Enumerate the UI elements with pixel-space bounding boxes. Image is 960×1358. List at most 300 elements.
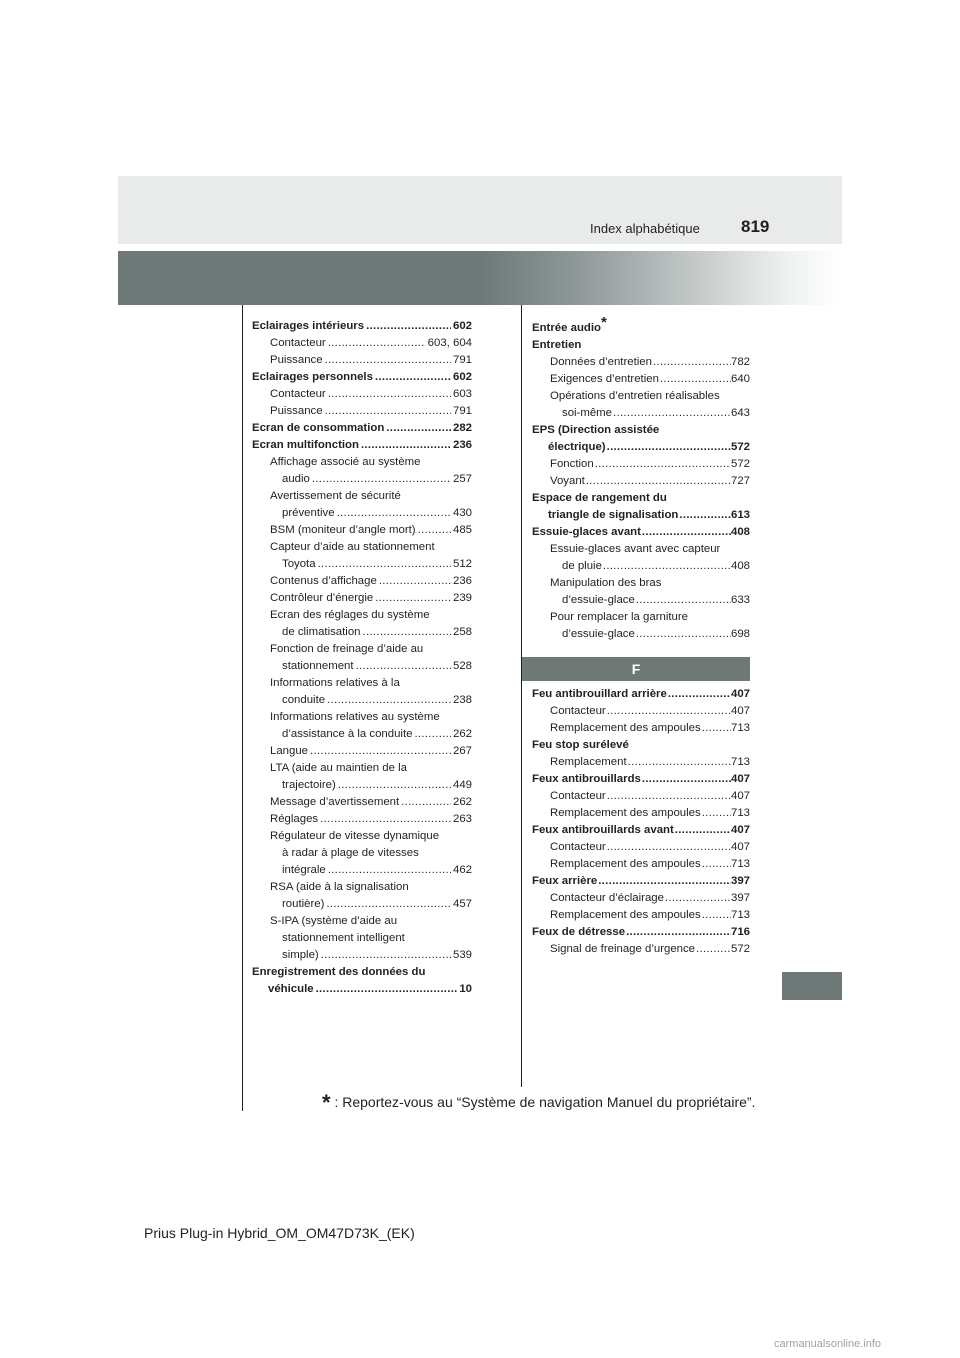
index-term: conduite (282, 694, 326, 706)
index-entry (532, 314, 750, 337)
index-term: d’essuie-glace (562, 594, 635, 606)
asterisk-icon: * (601, 314, 607, 331)
header-top-band (118, 176, 842, 244)
index-term: trajectoire) (282, 779, 336, 791)
index-term: Avertissement de sécurité (270, 490, 401, 502)
index-term: Affichage associé au système (270, 456, 421, 468)
page-reference: 727 (730, 475, 750, 487)
index-line (252, 573, 472, 590)
dot-leader (366, 318, 451, 335)
index-subentry (532, 354, 750, 371)
page-reference: 572 (730, 458, 750, 470)
index-line (532, 720, 750, 737)
index-term: Contrôleur d’énergie (270, 592, 374, 604)
page-reference: 262 (452, 796, 472, 808)
dot-leader (414, 726, 451, 743)
index-line (252, 369, 472, 386)
index-line (532, 558, 750, 575)
page-reference: 430 (452, 507, 472, 519)
page-reference: 238 (452, 694, 472, 706)
dot-leader (696, 941, 731, 958)
index-line (532, 354, 750, 371)
index-term: Feux antibrouillards (532, 773, 641, 785)
page-reference: 782 (730, 356, 750, 368)
dot-leader (598, 873, 731, 890)
page-reference: 10 (459, 983, 472, 995)
index-term: Ecran des réglages du système (270, 609, 430, 621)
footnote (322, 1087, 755, 1113)
index-line (252, 335, 472, 352)
index-subentry (532, 788, 750, 805)
page-reference: 698 (730, 628, 750, 640)
dot-leader (310, 743, 451, 760)
index-term: Remplacement des ampoules (550, 807, 701, 819)
index-term: Réglages (270, 813, 319, 825)
page-reference: 263 (452, 813, 472, 825)
page-reference: 407 (730, 688, 750, 700)
dot-leader (702, 805, 731, 822)
page-reference: 572 (730, 441, 750, 453)
index-line (532, 788, 750, 805)
page-reference: 262 (452, 728, 472, 740)
index-subentry (252, 641, 472, 675)
index-line (252, 420, 472, 437)
dot-leader (328, 862, 451, 879)
index-term: Remplacement des ampoules (550, 909, 701, 921)
index-subentry (532, 456, 750, 473)
index-term: soi-même (562, 407, 613, 419)
index-term: BSM (moniteur d’angle mort) (270, 524, 416, 536)
page-reference: 602 (452, 320, 472, 332)
index-entry (532, 771, 750, 788)
index-term: LTA (aide au maintien de la (270, 762, 407, 774)
page-reference: 539 (452, 949, 472, 961)
index-subentry (252, 403, 472, 420)
dot-leader (375, 369, 451, 386)
dot-leader (607, 703, 731, 720)
index-entry (532, 337, 750, 354)
index-term: Remplacement des ampoules (550, 722, 701, 734)
dot-leader (586, 473, 731, 490)
index-entry (532, 873, 750, 890)
dot-leader (642, 524, 731, 541)
dot-leader (675, 822, 731, 839)
footnote-text: : Reportez-vous au “Système de navigation Manuel du propriétaire”. (334, 1094, 756, 1110)
index-subentry (252, 828, 472, 879)
index-line (252, 624, 472, 641)
watermark: carmanualsonline.info (774, 1338, 882, 1350)
dot-leader (325, 403, 451, 420)
index-subentry (252, 335, 472, 352)
page-reference: 713 (730, 722, 750, 734)
page-reference: 239 (452, 592, 472, 604)
dot-leader (595, 456, 731, 473)
index-line (532, 754, 750, 771)
index-entry (252, 318, 472, 335)
page-reference: 512 (452, 558, 472, 570)
index-term: Pour remplacer la garniture (550, 611, 689, 623)
index-term: Contacteur d’éclairage (550, 892, 664, 904)
dot-leader (653, 354, 731, 371)
page-reference: 397 (730, 892, 750, 904)
index-line (532, 626, 750, 643)
dot-leader (361, 437, 451, 454)
index-subentry (252, 352, 472, 369)
index-subentry (252, 590, 472, 607)
index-line (252, 794, 472, 811)
page-reference: 257 (452, 473, 472, 485)
index-term: Langue (270, 745, 309, 757)
index-line (252, 386, 472, 403)
index-column-right-top (532, 314, 750, 643)
index-subentry (532, 754, 750, 771)
page-reference: 485 (452, 524, 472, 536)
index-subentry (252, 454, 472, 488)
index-line (252, 726, 472, 743)
index-term: Espace de rangement du (532, 492, 667, 504)
index-term: de pluie (562, 560, 602, 572)
index-term: Informations relatives au système (270, 711, 440, 723)
index-term: Essuie-glaces avant (532, 526, 641, 538)
index-line (252, 352, 472, 369)
index-entry (252, 964, 472, 998)
index-term: Contacteur (550, 841, 606, 853)
index-line (532, 907, 750, 924)
dot-leader (328, 335, 426, 352)
page-reference: 236 (452, 439, 472, 451)
index-term: Contacteur (270, 337, 326, 349)
dot-leader (328, 386, 451, 403)
page-reference: 408 (730, 526, 750, 538)
dot-leader (418, 522, 451, 539)
page-reference: 613 (730, 509, 750, 521)
dot-leader (636, 626, 731, 643)
index-entry (532, 422, 750, 456)
index-term: Contacteur (550, 705, 606, 717)
dot-leader (363, 624, 451, 641)
index-entry (532, 686, 750, 703)
index-line (532, 890, 750, 907)
dot-leader (379, 573, 451, 590)
index-subentry (532, 371, 750, 388)
dot-leader (702, 856, 731, 873)
index-entry (532, 524, 750, 541)
index-term: Entretien (532, 339, 582, 351)
index-subentry (252, 811, 472, 828)
index-term: Eclairages personnels (252, 371, 373, 383)
index-term: Informations relatives à la (270, 677, 400, 689)
index-term: Signal de freinage d’urgence (550, 943, 696, 955)
dot-leader (613, 405, 731, 422)
footnote-asterisk: * (322, 1090, 331, 1115)
index-line (532, 703, 750, 720)
page-reference: 713 (730, 858, 750, 870)
dot-leader (668, 686, 731, 703)
index-term: S-IPA (système d’aide au (270, 915, 398, 927)
index-line (252, 437, 472, 454)
page-reference: 640 (730, 373, 750, 385)
index-subentry (252, 386, 472, 403)
page-reference: 528 (452, 660, 472, 672)
index-subentry (252, 488, 472, 522)
index-term: Feux arrière (532, 875, 598, 887)
document-footer: Prius Plug-in Hybrid_OM_OM47D73K_(EK) (144, 1225, 415, 1241)
page-reference: 397 (730, 875, 750, 887)
index-term: Toyota (282, 558, 316, 570)
dot-leader (337, 505, 451, 522)
index-subentry (532, 839, 750, 856)
index-line (252, 522, 472, 539)
index-term: routière) (282, 898, 325, 910)
index-term: Feux de détresse (532, 926, 626, 938)
index-term: Fonction de freinage d’aide au (270, 643, 424, 655)
dot-leader (603, 558, 731, 575)
page-reference: 407 (730, 824, 750, 836)
page-reference: 791 (452, 405, 472, 417)
index-subentry (252, 743, 472, 760)
index-line (252, 811, 472, 828)
index-subentry (252, 879, 472, 913)
index-line (252, 556, 472, 573)
index-subentry (532, 805, 750, 822)
index-line (532, 805, 750, 822)
index-subentry (532, 856, 750, 873)
index-term: Contacteur (270, 388, 326, 400)
index-term: Remplacement des ampoules (550, 858, 701, 870)
index-term: Données d’entretien (550, 356, 652, 368)
index-term: Eclairages intérieurs (252, 320, 365, 332)
index-term: Fonction (550, 458, 594, 470)
index-line (532, 507, 750, 524)
index-term: Contenus d’affichage (270, 575, 377, 587)
index-line (532, 439, 750, 456)
header-gradient-band (118, 251, 842, 305)
index-subentry (532, 473, 750, 490)
index-term: audio (282, 473, 310, 485)
dot-leader (338, 777, 451, 794)
page-reference: 713 (730, 807, 750, 819)
index-term: triangle de signalisation (548, 509, 679, 521)
page-reference: 282 (452, 422, 472, 434)
section-letter-bar: F (522, 657, 750, 681)
index-line (252, 692, 472, 709)
page-reference: 407 (730, 790, 750, 802)
index-line (252, 403, 472, 420)
index-entry (252, 369, 472, 386)
index-subentry (532, 609, 750, 643)
index-term: Puissance (270, 405, 323, 417)
index-line (252, 318, 472, 335)
index-subentry (252, 607, 472, 641)
index-column-right-bottom (532, 686, 750, 958)
index-subentry (532, 907, 750, 924)
page-reference: 633 (730, 594, 750, 606)
dot-leader (356, 658, 451, 675)
dot-leader (320, 811, 451, 828)
index-subentry (252, 675, 472, 709)
index-line (532, 592, 750, 609)
index-term: Voyant (550, 475, 585, 487)
page-reference: 716 (730, 926, 750, 938)
index-term-continuation: à radar à plage de vitesses (282, 847, 419, 859)
chapter-side-tab (782, 972, 842, 1000)
page-reference: 407 (730, 773, 750, 785)
index-term: Contacteur (550, 790, 606, 802)
index-line (532, 924, 750, 941)
dot-leader (321, 947, 451, 964)
index-term: EPS (Direction assistée (532, 424, 660, 436)
dot-leader (607, 788, 731, 805)
index-line (252, 505, 472, 522)
index-line (252, 471, 472, 488)
index-line (532, 873, 750, 890)
page-reference: 236 (452, 575, 472, 587)
index-term: Régulateur de vitesse dynamique (270, 830, 440, 842)
index-term: Feux antibrouillards avant (532, 824, 674, 836)
dot-leader (325, 352, 451, 369)
index-line (252, 658, 472, 675)
index-line (252, 777, 472, 794)
index-term: Opérations d’entretien réalisables (550, 390, 720, 402)
index-line (532, 524, 750, 541)
index-term: d’essuie-glace (562, 628, 635, 640)
index-subentry (532, 890, 750, 907)
dot-leader (665, 890, 731, 907)
index-subentry (252, 913, 472, 964)
index-term: Exigences d’entretien (550, 373, 659, 385)
page-reference: 408 (730, 560, 750, 572)
index-term: Essuie-glaces avant avec capteur (550, 543, 721, 555)
page-reference: 457 (452, 898, 472, 910)
index-line (532, 856, 750, 873)
page-reference: 603, 604 (427, 337, 472, 349)
index-subentry (252, 709, 472, 743)
index-subentry (532, 541, 750, 575)
dot-leader (375, 590, 451, 607)
index-line (532, 371, 750, 388)
index-subentry (252, 760, 472, 794)
dot-leader (318, 556, 451, 573)
column-divider-rule (521, 305, 522, 1087)
index-subentry (252, 522, 472, 539)
index-term: véhicule (268, 983, 314, 995)
index-term: Feu stop surélevé (532, 739, 629, 751)
dot-leader (607, 439, 731, 456)
dot-leader (607, 839, 731, 856)
index-term: préventive (282, 507, 335, 519)
index-line (252, 981, 472, 998)
dot-leader (636, 592, 731, 609)
page-title: Index alphabétique (590, 221, 700, 236)
index-entry (532, 737, 750, 754)
index-term: Capteur d’aide au stationnement (270, 541, 435, 553)
index-term-continuation: stationnement intelligent (282, 932, 405, 944)
left-margin-rule (242, 305, 243, 1111)
page-reference: 713 (730, 909, 750, 921)
page-number: 819 (741, 217, 770, 236)
index-term: Puissance (270, 354, 323, 366)
index-term: Enregistrement des données du (252, 966, 426, 978)
dot-leader (702, 720, 731, 737)
index-entry (252, 420, 472, 437)
page-reference: 462 (452, 864, 472, 876)
page-reference: 603 (452, 388, 472, 400)
dot-leader (312, 471, 451, 488)
index-term: de climatisation (282, 626, 361, 638)
index-subentry (252, 573, 472, 590)
index-term: Feu antibrouillard arrière (532, 688, 667, 700)
index-entry (532, 822, 750, 839)
dot-leader (386, 420, 451, 437)
index-line (252, 862, 472, 879)
page-reference: 791 (452, 354, 472, 366)
dot-leader (642, 771, 731, 788)
index-line (252, 896, 472, 913)
dot-leader (628, 754, 731, 771)
index-term: stationnement (282, 660, 354, 672)
index-subentry (252, 539, 472, 573)
index-term: RSA (aide à la signalisation (270, 881, 409, 893)
index-term: Ecran multifonction (252, 439, 359, 451)
index-subentry (532, 703, 750, 720)
index-line (532, 941, 750, 958)
index-term: d’assistance à la conduite (282, 728, 413, 740)
page-reference: 643 (730, 407, 750, 419)
index-line (532, 456, 750, 473)
index-term: simple) (282, 949, 319, 961)
dot-leader (326, 896, 451, 913)
index-term: Ecran de consommation (252, 422, 385, 434)
page-reference: 258 (452, 626, 472, 638)
dot-leader (679, 507, 731, 524)
index-term: intégrale (282, 864, 326, 876)
index-line (532, 473, 750, 490)
index-term-label: Entrée audio (532, 322, 601, 334)
index-line (532, 839, 750, 856)
index-term: Remplacement (550, 756, 627, 768)
index-subentry (252, 794, 472, 811)
page-reference: 713 (730, 756, 750, 768)
index-term (532, 314, 750, 337)
page-reference: 267 (452, 745, 472, 757)
index-line (532, 686, 750, 703)
index-term: Manipulation des bras (550, 577, 662, 589)
index-subentry (532, 575, 750, 609)
index-line (532, 822, 750, 839)
index-entry (252, 437, 472, 454)
dot-leader (327, 692, 451, 709)
index-line (532, 771, 750, 788)
dot-leader (702, 907, 731, 924)
index-line (252, 743, 472, 760)
dot-leader (401, 794, 451, 811)
index-entry (532, 490, 750, 524)
page-reference: 572 (730, 943, 750, 955)
dot-leader (660, 371, 731, 388)
index-term: Message d’avertissement (270, 796, 400, 808)
dot-leader (626, 924, 731, 941)
page-reference: 407 (730, 705, 750, 717)
index-subentry (532, 720, 750, 737)
page-reference: 449 (452, 779, 472, 791)
dot-leader (316, 981, 458, 998)
index-line (532, 405, 750, 422)
index-term: électrique) (548, 441, 606, 453)
index-column-left (252, 318, 472, 998)
index-subentry (532, 388, 750, 422)
page-reference: 407 (730, 841, 750, 853)
index-line (252, 947, 472, 964)
